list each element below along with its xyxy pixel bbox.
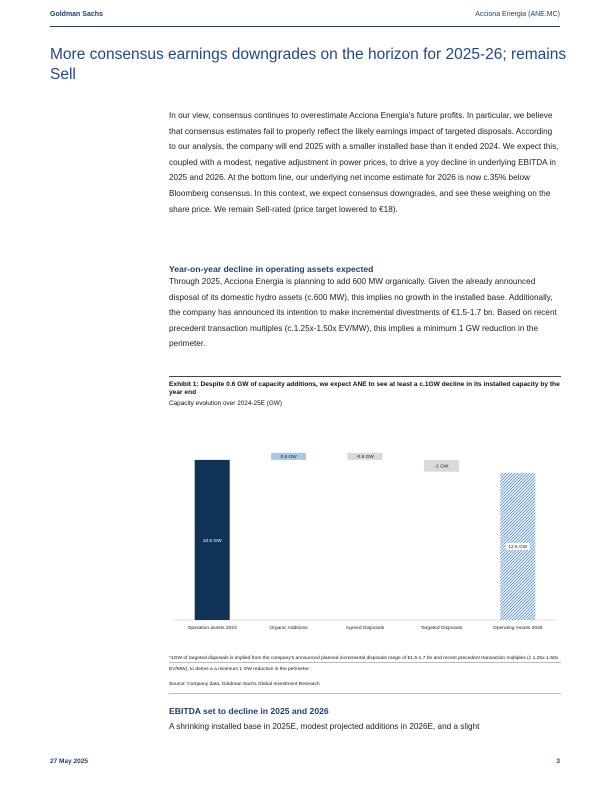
- exhibit-footnote: *1GW of targeted disposals is implied from the company's announced planned incremental disposals range of €1.5-1.7 bn and recent precedent transaction multiples (c.1.25x-1.50x EV/MW), to derive a a minimum 1 GW reduction in the perimeter.: [169, 656, 559, 672]
- exhibit-title: Exhibit 1: Despite 0.6 GW of capacity additions, we expect ANE to see at least a c.1GW decline in its installed capacity by the year end: [169, 381, 560, 397]
- exhibit-top-rule: [169, 376, 561, 377]
- data-label-end-total: 12.5 GW: [508, 545, 528, 551]
- data-label-targeted-disposals: -1 GW: [434, 464, 449, 470]
- header-rule: [50, 26, 560, 27]
- company-ticker: Acciona Energia (ANE.MC): [475, 11, 560, 18]
- x-tick-label-start-total: Operation assets 2024: [187, 626, 237, 631]
- page-number: 3: [556, 758, 560, 765]
- data-label-organic-additions: 0.6 GW: [280, 455, 297, 461]
- intro-paragraph: In our view, consensus continues to overestimate Acciona Energia's future profits. In particular, we believe that consensus estimates fail to properly reflect the likely earnings impact of targeted disposals. According to our analysis, the company will end 2025 with a smaller installed base than it ended 2024. We expect this, coupled with a modest, negative adjustment in power prices, to drive a yoy decline in underlying EBITDA in 2025 and 2026. At the bottom line, our underlying net income estimate for 2026 is now c.35% below Bloomberg consensus. In this context, we expect consensus downgrades, and see these weighing on the share price. We remain Sell-rated (price target lowered to €18).: [169, 111, 559, 214]
- page-title: More consensus earnings downgrades on the horizon for 2025-26; remains Sell: [50, 46, 567, 83]
- footer-date: 27 May 2025: [50, 758, 88, 765]
- x-tick-label-end-total: Operating Assets 2025: [493, 626, 543, 631]
- section-heading-operating-assets: Year-on-year decline in operating assets expected: [169, 264, 374, 274]
- data-label-agreed-disposals: -0.6 GW: [356, 455, 374, 461]
- ebitda-paragraph: A shrinking installed base in 2025E, modest projected additions in 2026E, and a slight: [169, 722, 480, 731]
- x-tick-label-agreed-disposals: Agreed Disposals: [345, 626, 385, 631]
- exhibit-source-rule: [169, 693, 561, 694]
- x-tick-label-targeted-disposals: Targeted Disposals: [420, 626, 463, 631]
- section-heading-ebitda: EBITDA set to decline in 2025 and 2026: [169, 706, 329, 716]
- brand-name: Goldman Sachs: [50, 11, 103, 18]
- exhibit-source: Source: Company data, Goldman Sachs Global Investment Research: [169, 682, 320, 687]
- operating-assets-paragraph: Through 2025, Acciona Energia is planning to add 600 MW organically. Given the already announced disposal of its domestic hydro assets (c.600 MW), this implies no growth in the installed base. Additionally, the company has announced its intention to make incremental divestments of €1.5-1.7 bn. Based on recent precedent transaction multiples (c.1.25x-1.50x EV/MW), this implies a minimum 1 GW reduction in the perimeter.: [169, 277, 557, 349]
- capacity-waterfall-chart: [169, 414, 561, 636]
- x-tick-label-organic-additions: Organic Additions: [269, 626, 308, 631]
- data-label-start-total: 13.6 GW: [202, 538, 222, 544]
- exhibit-subtitle: Capacity evolution over 2024-25E (GW): [169, 400, 282, 407]
